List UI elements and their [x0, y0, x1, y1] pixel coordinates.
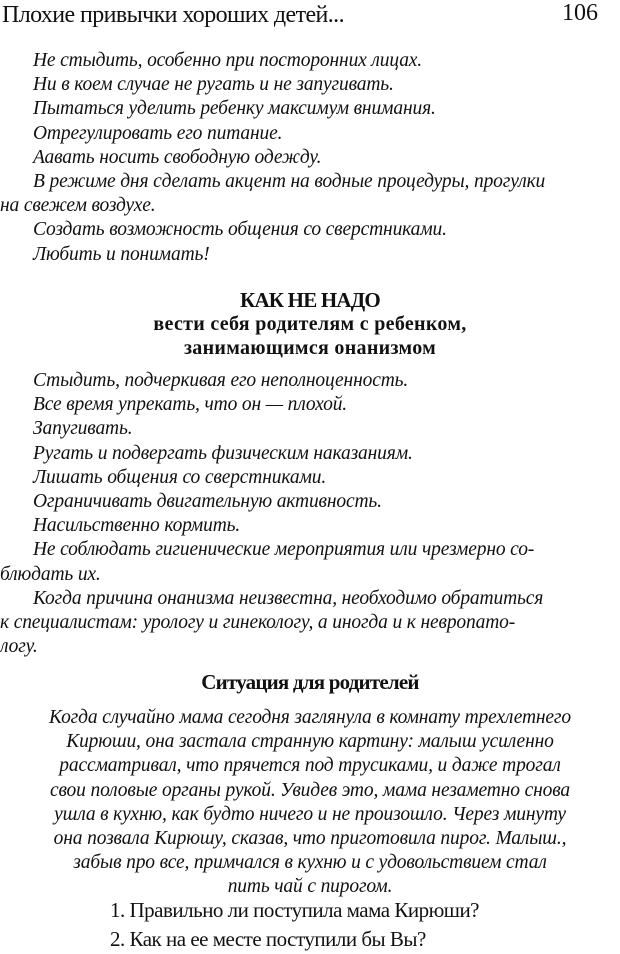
- question-item: 1. Правильно ли поступила мама Кирюши?: [110, 898, 480, 922]
- situation-line: рассматривал, что прячется под трусиками, и даже трогал: [59, 755, 561, 777]
- dont-item: Лишать общения со сверстниками.: [33, 466, 327, 488]
- dont-item: Стыдить, подчеркивая его неполноценность.: [33, 370, 409, 391]
- dont-item: Ругать и подвергать физическим наказаниям.: [33, 442, 413, 464]
- advice-item: В режиме дня сделать акцент на водные процедуры, прогулки: [33, 171, 546, 193]
- situation-line: Кирюши, она застала странную картину: малыш усиленно: [66, 731, 554, 753]
- situation-questions: [0, 896, 620, 954]
- dont-item: Насильственно кормить.: [33, 515, 241, 537]
- running-title: Плохие привычки хороших детей...: [2, 2, 344, 28]
- section-heading: [0, 289, 620, 360]
- dont-list: [0, 369, 620, 659]
- dont-item: Не соблюдать гигиенические мероприятия или чрезмерно со-: [33, 539, 535, 561]
- dont-item: Ограничивать двигательную активность.: [33, 491, 382, 513]
- section-heading-subtitle: вести себя родителям с ребенком,: [153, 313, 467, 335]
- advice-item: Пытаться уделить ребенку максимум внимания.: [33, 98, 436, 120]
- section-heading-caps: КАК НЕ НАДО: [240, 288, 380, 312]
- situation-line: ушла в кухню, как будто ничего и не произошло. Через минуту: [54, 803, 566, 825]
- section-heading-subtitle: занимающимся онанизмом: [183, 337, 437, 359]
- advice-item: Создать возможность общения со сверстниками.: [33, 219, 447, 241]
- advice-item: Аавать носить свободную одежду.: [33, 146, 322, 168]
- situation-line: забыв про все, примчался в кухню и с удовольствием стал: [73, 852, 547, 874]
- dont-item-continuation: блюдать их.: [0, 563, 101, 585]
- situation-line: пить чай с пирогом.: [227, 876, 393, 898]
- dont-item: Запугивать.: [33, 418, 133, 440]
- advice-item: Не стыдить, особенно при посторонних лицах.: [33, 50, 423, 71]
- dont-item: Все время упрекать, что он — плохой.: [33, 394, 348, 416]
- question-item: 2. Как на ее месте поступили бы Вы?: [110, 927, 426, 951]
- advice-list: [0, 49, 620, 267]
- situation-line: Когда случайно мама сегодня заглянула в комнату трехлетнего: [49, 707, 571, 728]
- advice-item: Отрегулировать его питание.: [33, 122, 283, 144]
- page-number: 106: [562, 0, 598, 26]
- advice-item: Ни в коем случае не ругать и не запугивать.: [33, 74, 394, 96]
- advice-item: Любить и понимать!: [33, 243, 210, 265]
- situation-line: она позвала Кирюшу, сказав, что приготовила пирог. Малыш.,: [53, 828, 567, 850]
- situation-text: [0, 706, 620, 900]
- situation-title: Ситуация для родителей: [201, 670, 419, 694]
- dont-item-continuation: логу.: [0, 636, 38, 658]
- dont-item-continuation: к специалистам: урологу и гинекологу, а иногда и к невропато-: [0, 612, 516, 634]
- dont-item: Когда причина онанизма неизвестна, необходимо обратиться: [33, 587, 544, 609]
- situation-line: свои половые органы рукой. Увидев это, мама незаметно снова: [49, 779, 570, 801]
- advice-item-continuation: на свежем воздухе.: [0, 195, 156, 217]
